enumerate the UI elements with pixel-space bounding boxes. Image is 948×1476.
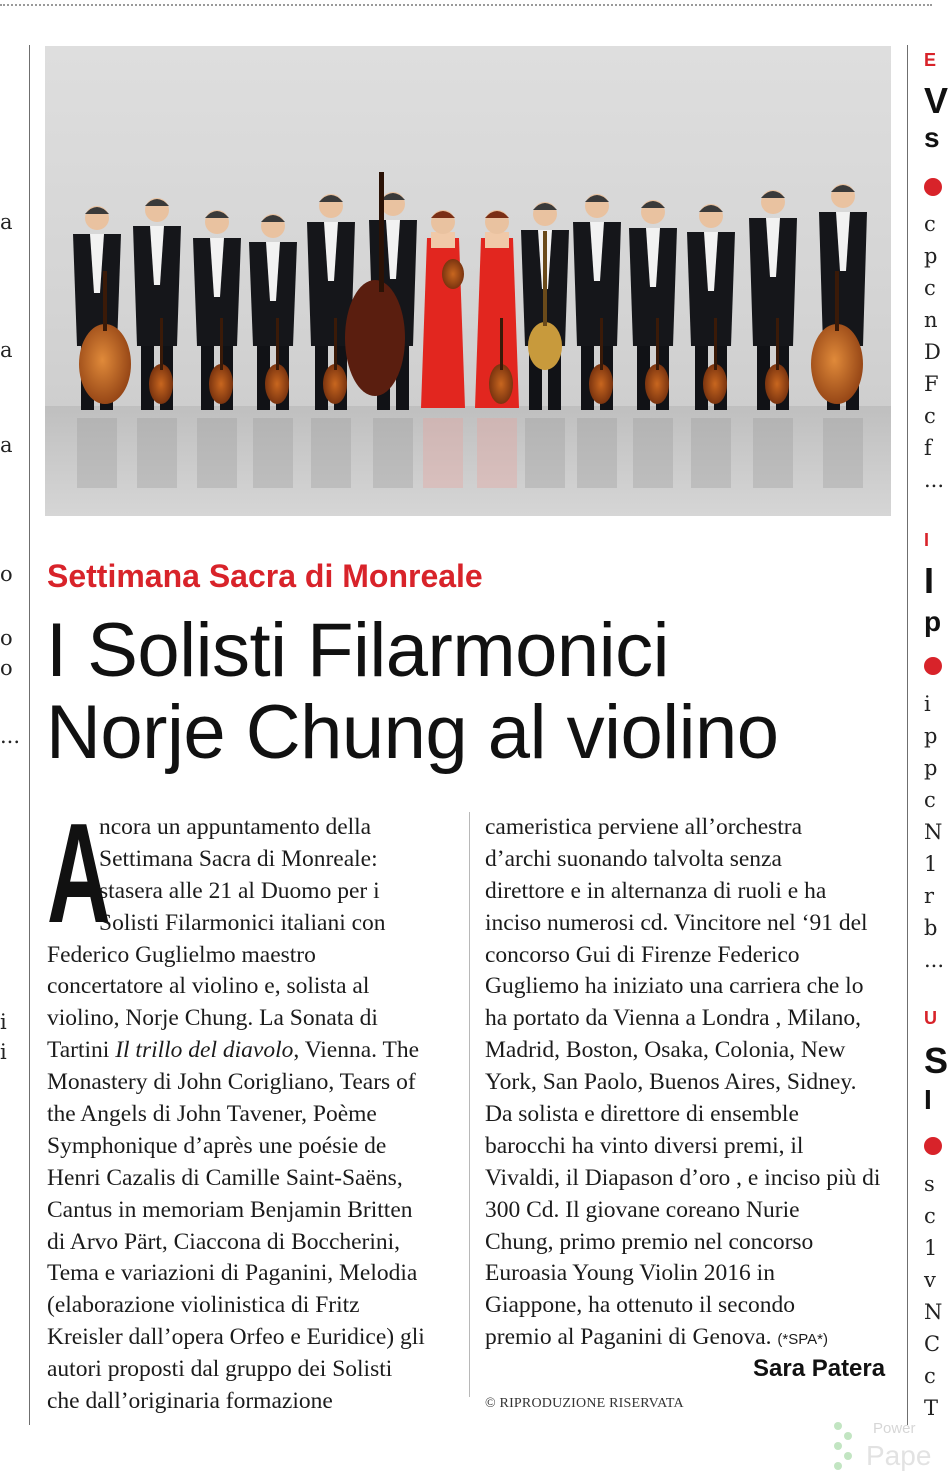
article-column-2 xyxy=(485,812,905,1354)
right-fragment-line: N xyxy=(924,820,943,844)
body-line: ncora un appuntamento della xyxy=(99,814,372,840)
left-fragment: i xyxy=(0,1040,7,1064)
article-headline xyxy=(46,610,906,774)
drop-cap: A xyxy=(47,794,111,953)
violin-neck xyxy=(276,318,279,370)
double-bass-neck xyxy=(379,172,384,292)
musician-reflection xyxy=(525,418,565,488)
right-fragment-line: N xyxy=(924,1300,943,1324)
body-line-with-title xyxy=(47,1035,452,1067)
right-bullet-3 xyxy=(924,1137,942,1155)
body-line: violino, Norje Chung. La Sonata di xyxy=(47,1005,378,1032)
violin-neck xyxy=(160,318,163,370)
musician-reflection xyxy=(373,418,413,488)
body-line: concorso Gui di Firenze Federico xyxy=(485,941,800,968)
right-headline-1b: s xyxy=(924,122,940,153)
body-line: Madrid, Boston, Osaka, Colonia, New xyxy=(485,1037,846,1064)
musician-reflection xyxy=(77,418,117,488)
right-fragment-line: D xyxy=(924,340,941,364)
body-line: Settimana Sacra di Monreale: xyxy=(99,845,378,872)
lute xyxy=(528,322,562,370)
adjacent-article-right-fragments xyxy=(922,40,948,1440)
musician-shoulders xyxy=(485,232,509,248)
musician-reflection xyxy=(423,418,463,488)
left-fragment: o xyxy=(0,656,13,680)
left-fragment: a xyxy=(0,338,13,362)
body-line: Symphonique d’après une poésie de xyxy=(47,1132,387,1159)
body-line: Gugliemo ha iniziato una carriera che lo xyxy=(485,973,864,1000)
body-line: Vivaldi, il Diapason d’oro , e inciso più di xyxy=(485,1164,881,1191)
lute-neck xyxy=(543,231,547,326)
watermark-text-1: Power xyxy=(873,1420,916,1437)
body-line: cameristica perviene all’orchestra xyxy=(485,814,803,840)
body-line: direttore e in alternanza di ruoli e ha xyxy=(485,877,827,904)
musician-reflection xyxy=(691,418,731,488)
body-line: York, San Paolo, Buenos Aires, Sidney. xyxy=(485,1069,857,1096)
right-fragment-line: i xyxy=(924,692,931,716)
right-fragment-line: b xyxy=(924,916,938,940)
right-fragment-line: f xyxy=(924,436,932,460)
left-fragment: o xyxy=(0,562,13,586)
body-line: inciso numerosi cd. Vincitore nel ‘91 del xyxy=(485,909,868,936)
right-headline-2: I xyxy=(924,560,935,601)
right-fragment-line: ... xyxy=(924,468,945,492)
right-fragment-line: c xyxy=(924,212,936,236)
right-fragment-line: p xyxy=(924,244,938,268)
body-line: Tema e variazioni di Paganini, Melodia xyxy=(47,1260,418,1287)
left-fragment: a xyxy=(0,210,13,234)
body-line: Giappone, ha ottenuto il secondo xyxy=(485,1292,795,1319)
body-line: barocchi ha vinto diversi premi, il xyxy=(485,1132,804,1159)
right-bullet-2 xyxy=(924,657,942,675)
violin-neck xyxy=(500,318,503,370)
musician-reflection xyxy=(253,418,293,488)
right-kicker-2: I xyxy=(924,530,930,550)
body-line: Solisti Filarmonici italiani con xyxy=(99,909,386,936)
body-text: , Vienna. The xyxy=(293,1037,420,1064)
right-bullet-1 xyxy=(924,178,942,196)
body-line: Henri Cazalis di Camille Saint-Saëns, xyxy=(47,1164,403,1191)
right-fragment-line: T xyxy=(924,1396,939,1420)
right-fragment-line: c xyxy=(924,788,936,812)
right-column-rule xyxy=(907,45,908,1425)
double-bass xyxy=(345,280,405,396)
body-line: Da solista e direttore di ensemble xyxy=(485,1101,799,1128)
right-fragment-line: p xyxy=(924,756,938,780)
violin-neck xyxy=(656,318,659,370)
headline-line-1: I Solisti Filarmonici xyxy=(46,608,669,693)
musician-reflection xyxy=(633,418,673,488)
musician-reflection xyxy=(823,418,863,488)
right-fragment-line: c xyxy=(924,1204,936,1228)
body-line: autori proposti dal gruppo dei Solisti xyxy=(47,1356,393,1383)
violin-neck xyxy=(220,318,223,370)
watermark-text-2: Pape xyxy=(866,1440,932,1471)
body-line: che dall’originaria formazione xyxy=(47,1388,333,1415)
left-fragment: ... xyxy=(0,724,21,748)
body-line: Monastery di John Corigliano, Tears of xyxy=(47,1069,416,1096)
right-headline-3b: I xyxy=(924,1084,932,1115)
right-fragment-line: c xyxy=(924,1364,936,1388)
right-fragment-line: 1 xyxy=(924,1236,938,1260)
body-text: premio al Paganini di Genova. xyxy=(485,1324,778,1351)
right-fragment-line: s xyxy=(924,1172,935,1196)
right-fragment-line: v xyxy=(924,1268,936,1292)
body-line: Federico Guglielmo maestro xyxy=(47,941,316,968)
cello-neck xyxy=(835,271,839,331)
right-fragment-line: r xyxy=(924,884,935,908)
body-line: Kreisler dall’opera Orfeo e Euridice) gli xyxy=(47,1324,425,1351)
right-fragment-line: ... xyxy=(924,948,945,972)
right-headline-1: V xyxy=(924,80,948,121)
left-fragment: a xyxy=(0,433,13,457)
musician-shoulders xyxy=(431,232,455,248)
body-text: Tartini xyxy=(47,1037,116,1064)
body-line: Euroasia Young Violin 2016 in xyxy=(485,1260,775,1287)
ensemble-photo xyxy=(45,46,891,516)
body-line-final xyxy=(485,1322,905,1354)
violin-neck xyxy=(714,318,717,370)
violin-neck xyxy=(776,318,779,370)
body-line: stasera alle 21 al Duomo per i xyxy=(99,877,380,904)
violin-neck xyxy=(334,318,337,370)
left-fragment: o xyxy=(0,626,13,650)
cello xyxy=(811,324,863,404)
musician-reflection xyxy=(137,418,177,488)
musician-reflection xyxy=(477,418,517,488)
violin xyxy=(442,259,464,289)
body-line: di Arvo Pärt, Ciaccona di Boccherini, xyxy=(47,1228,401,1255)
left-fragment: i xyxy=(0,1010,7,1034)
work-title: Il trillo del diavolo xyxy=(115,1037,294,1064)
musician-reflection xyxy=(577,418,617,488)
copyright-notice: © RIPRODUZIONE RISERVATA xyxy=(485,1396,684,1411)
body-line: Cantus in memoriam Benjamin Britten xyxy=(47,1196,413,1223)
article-column-1 xyxy=(47,794,452,1418)
body-line: Chung, primo premio nel concorso xyxy=(485,1228,814,1255)
right-fragment-line: C xyxy=(924,1332,941,1356)
right-fragment-line: c xyxy=(924,404,936,428)
body-line: the Angels di John Tavener, Poème xyxy=(47,1101,377,1128)
right-fragment-line: n xyxy=(924,308,938,332)
left-column-rule xyxy=(29,45,30,1425)
right-fragment-line: F xyxy=(924,372,939,396)
right-fragment-line: 1 xyxy=(924,852,938,876)
right-headline-3: S xyxy=(924,1040,948,1081)
body-line: 300 Cd. Il giovane coreano Nurie xyxy=(485,1196,800,1223)
musician-reflection xyxy=(311,418,351,488)
right-kicker-1: E xyxy=(924,50,937,70)
author-byline: Sara Patera xyxy=(753,1355,886,1382)
musician-reflection xyxy=(753,418,793,488)
musician-reflection xyxy=(197,418,237,488)
body-line: concertatore al violino e, solista al xyxy=(47,973,370,1000)
article-kicker: Settimana Sacra di Monreale xyxy=(47,558,483,594)
ensemble-photo-illustration xyxy=(45,46,891,516)
cello-neck xyxy=(103,271,107,331)
top-dotted-border xyxy=(0,4,932,6)
body-line: ha portato da Vienna a Londra , Milano, xyxy=(485,1005,861,1032)
headline-line-2: Norje Chung al violino xyxy=(46,690,779,775)
body-line: (elaborazione violinistica di Fritz xyxy=(47,1292,360,1319)
cello xyxy=(79,324,131,404)
agency-tag: (*SPA*) xyxy=(777,1331,828,1349)
right-fragment-line: p xyxy=(924,724,938,748)
violin-neck xyxy=(600,318,603,370)
right-fragment-line: c xyxy=(924,276,936,300)
body-line: d’archi suonando talvolta senza xyxy=(485,845,782,872)
right-kicker-3: U xyxy=(924,1008,937,1028)
right-headline-2b: p xyxy=(924,606,942,637)
text-column-rule xyxy=(469,812,470,1397)
